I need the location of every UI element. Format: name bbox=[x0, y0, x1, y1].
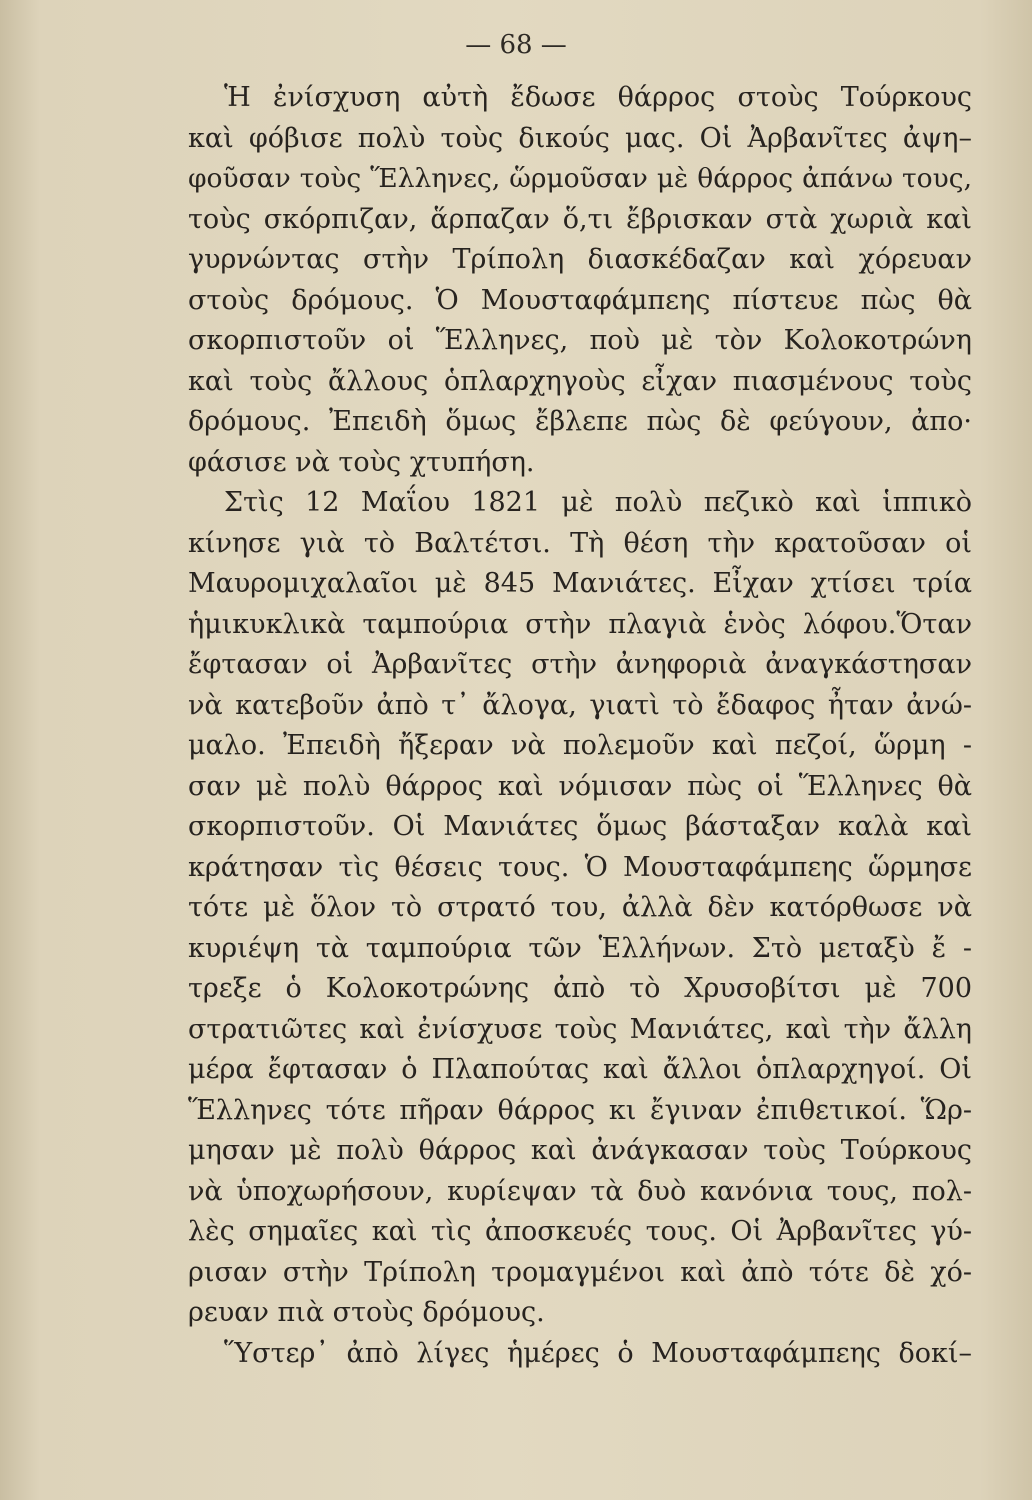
text-line: δρόμους. Ἐπειδὴ ὅμως ἔβλεπε πὼς δὲ φεύγουν, ἀπο· bbox=[188, 406, 972, 437]
text-line: κίνησε γιὰ τὸ Βαλτέτσι. Τὴ θέση τὴν κρατοῦσαν οἱ bbox=[188, 527, 972, 559]
text-line: λὲς σημαῖες καὶ τὶς ἀποσκευές τους. Οἱ Ἀρβανῖτες γύ- bbox=[188, 1216, 972, 1247]
text-line: στοὺς δρόμους. Ὁ Μουσταφάμπεης πίστευε πὼς θὰ bbox=[188, 284, 972, 316]
text-line: καὶ τοὺς ἄλλους ὁπλαρχηγοὺς εἶχαν πιασμένους τοὺς bbox=[188, 365, 972, 397]
text-line: τότε μὲ ὅλον τὸ στρατό του, ἀλλὰ δὲν κατόρθωσε νὰ bbox=[188, 892, 972, 923]
text-line: φοῦσαν τοὺς Ἕλληνες, ὥρμοῦσαν μὲ θάρρος ἀπάνω τους, bbox=[188, 163, 972, 194]
text-line: Στὶς 12 Μαΐου 1821 μὲ πολὺ πεζικὸ καὶ ἱππικὸ bbox=[224, 487, 972, 518]
text-line: ρισαν στὴν Τρίπολη τρομαγμένοι καὶ ἀπὸ τότε δὲ χό- bbox=[188, 1256, 972, 1288]
text-line: σαν μὲ πολὺ θάρρος καὶ νόμισαν πὼς οἱ Ἕλληνες θὰ bbox=[188, 770, 972, 802]
text-line: ρευαν πιὰ στοὺς δρόμους. bbox=[188, 1297, 545, 1328]
text-line: στρατιῶτες καὶ ἐνίσχυσε τοὺς Μανιάτες, καὶ τὴν ἄλλη bbox=[188, 1013, 972, 1045]
text-line: ἔφτασαν οἱ Ἀρβανῖτες στὴν ἀνηφοριὰ ἀναγκάστησαν bbox=[188, 649, 972, 680]
text-line: γυρνώντας στὴν Τρίπολη διασκέδαζαν καὶ χόρευαν bbox=[188, 244, 972, 275]
text-line: μησαν μὲ πολὺ θάρρος καὶ ἀνάγκασαν τοὺς Τούρκους bbox=[188, 1135, 972, 1166]
text-line: τρεξε ὁ Κολοκοτρώνης ἀπὸ τὸ Χρυσοβίτσι μὲ 700 bbox=[188, 973, 972, 1004]
text-line: καὶ φόβισε πολὺ τοὺς δικούς μας. Οἱ Ἀρβανῖτες ἀψη– bbox=[188, 122, 972, 154]
text-line: σκορπιστοῦν. Οἱ Μανιάτες ὅμως βάσταξαν καλὰ καὶ bbox=[188, 811, 972, 842]
text-line: μέρα ἔφτασαν ὁ Πλαπούτας καὶ ἄλλοι ὁπλαρχηγοί. Οἱ bbox=[188, 1054, 972, 1085]
text-line: τοὺς σκόρπιζαν, ἅρπαζαν ὅ,τι ἔβρισκαν στὰ χωριὰ καὶ bbox=[188, 203, 972, 235]
page-number: — 68 — bbox=[465, 30, 567, 60]
text-line: Ἕλληνες τότε πῆραν θάρρος κι ἔγιναν ἐπιθετικοί. Ὥρ- bbox=[188, 1094, 972, 1126]
text-line: Ἡ ἐνίσχυση αὐτὴ ἔδωσε θάρρος στοὺς Τούρκους bbox=[224, 82, 972, 113]
text-line: νὰ κατεβοῦν ἀπὸ τ᾽ ἄλογα, γιατὶ τὸ ἔδαφος ἦταν ἀνώ- bbox=[188, 689, 972, 721]
text-line: Μαυρομιχαλαῖοι μὲ 845 Μανιάτες. Εἶχαν χτίσει τρία bbox=[188, 568, 972, 599]
text-line: κυριέψη τὰ ταμπούρια τῶν Ἑλλήνων. Στὸ μεταξὺ ἔ - bbox=[188, 932, 972, 964]
text-line: μαλο. Ἐπειδὴ ἤξεραν νὰ πολεμοῦν καὶ πεζοί, ὥρμη - bbox=[188, 730, 972, 761]
text-line: νὰ ὑποχωρήσουν, κυρίεψαν τὰ δυὸ κανόνια τους, πολ- bbox=[188, 1175, 972, 1207]
text-line: Ὕστερ᾽ ἀπὸ λίγες ἡμέρες ὁ Μουσταφάμπεης δοκί– bbox=[224, 1337, 972, 1369]
text-line: σκορπιστοῦν οἱ Ἕλληνες, ποὺ μὲ τὸν Κολοκοτρώνη bbox=[188, 325, 972, 356]
text-line: ἡμικυκλικὰ ταμπούρια στὴν πλαγιὰ ἑνὸς λόφου.Ὅταν bbox=[188, 608, 972, 640]
body-text bbox=[188, 78, 972, 1374]
text-line: φάσισε νὰ τοὺς χτυπήση. bbox=[188, 446, 535, 478]
text-line: κράτησαν τὶς θέσεις τους. Ὁ Μουσταφάμπεης ὥρμησε bbox=[188, 851, 972, 883]
